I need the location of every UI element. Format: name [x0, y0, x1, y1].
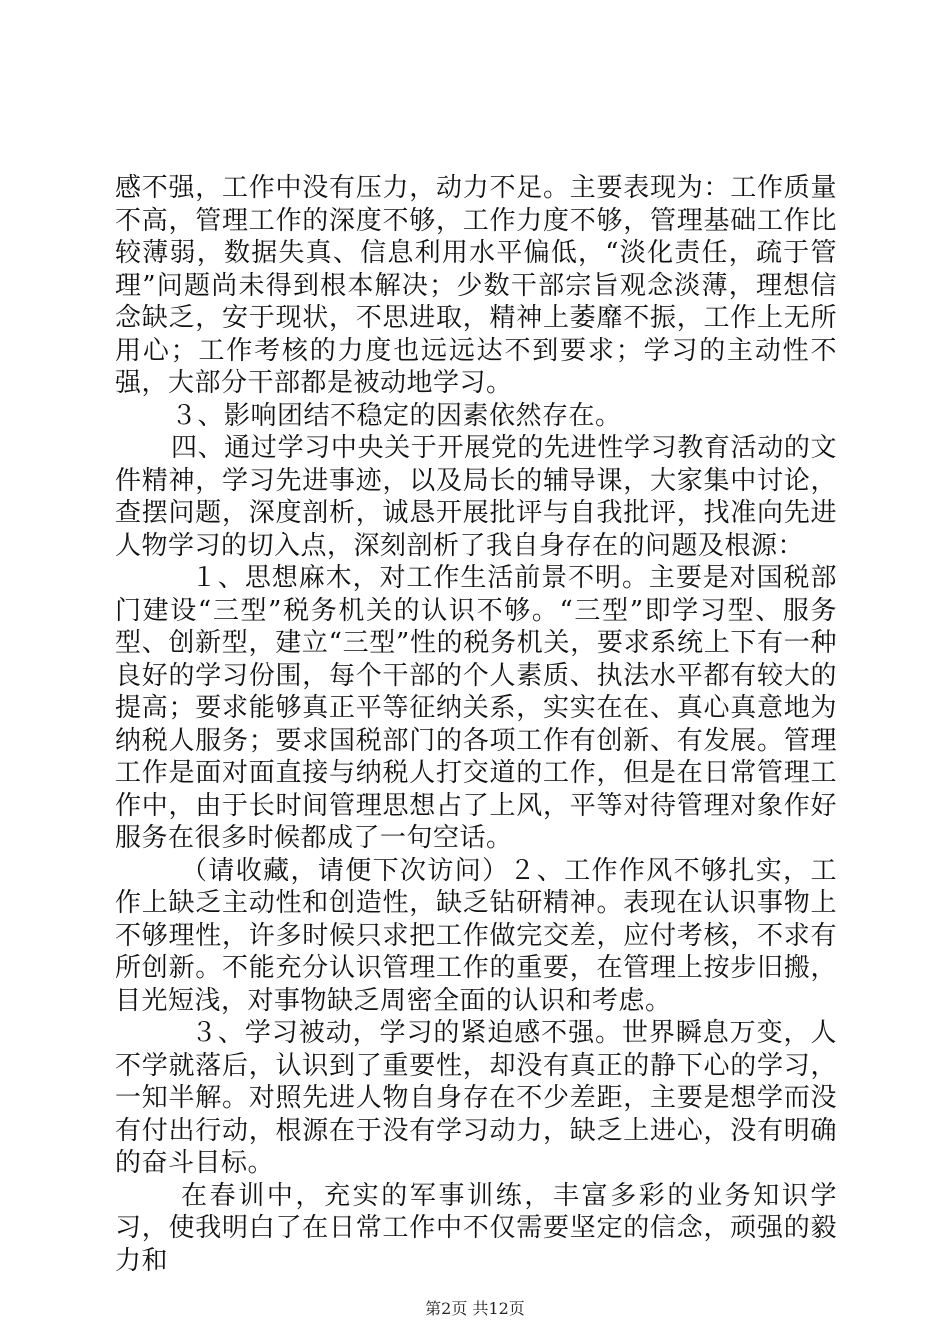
paragraph-spring-training: 在春训中，充实的军事训练，丰富多彩的业务知识学习，使我明白了在日常工作中不仅需要坚定的信念，顽强的毅力和: [115, 1180, 837, 1276]
paragraph-continued: 感不强，工作中没有压力，动力不足。主要表现为：工作质量不高，管理工作的深度不够，工作力度不够，管理基础工作比较薄弱，数据失真、信息利用水平偏低，“淡化责任，疏于管理”问题尚未得到根本解决；少数干部宗旨观念淡薄，理想信念缺乏，安于现状，不思进取，精神上萎靡不振，工作上无所用心；工作考核的力度也远远达不到要求；学习的主动性不强，大部分干部都是被动地学习。: [115, 173, 837, 398]
paragraph-item-3-unity: ３、影响团结不稳定的因素依然存在。: [171, 400, 622, 431]
paragraph-item-3-learning: ３、学习被动，学习的紧迫感不强。世界瞬息万变，人不学就落后，认识到了重要性，却没有真正的静下心的学习，一知半解。对照先进人物自身存在不少差距，主要是想学而没有付出行动，根源在于没有学习动力，缺乏上进心，没有明确的奋斗目标。: [115, 1018, 837, 1178]
paragraph-item-2-work-style: （请收藏，请便下次访问）２、工作作风不够扎实，工作上缺乏主动性和创造性，缺乏钻研精神。表现在认识事物上不够理性，许多时候只求把工作做完交差，应付考核，不求有所创新。不能充分认识管理工作的重要，在管理上按步旧搬，目光短浅，对事物缺乏周密全面的认识和考虑。: [115, 855, 837, 1016]
document-body: [115, 172, 837, 1277]
paragraph-section-4: 四、通过学习中央关于开展党的先进性学习教育活动的文件精神，学习先进事迹，以及局长的辅导课，大家集中讨论，查摆问题，深度剖析，诚恳开展批评与自我批评，找准向先进人物学习的切入点，深刻剖析了我自身存在的问题及根源：: [115, 433, 837, 561]
paragraph-item-1-thinking: １、思想麻木，对工作生活前景不明。主要是对国税部门建设“三型”税务机关的认识不够。“三型”即学习型、服务型、创新型，建立“三型”性的税务机关，要求系统上下有一种良好的学习份围，每个干部的个人素质、执法水平都有较大的提高；要求能够真正平等征纳关系，实实在在、真心真意地为纳税人服务；要求国税部门的各项工作有创新、有发展。管理工作是面对面直接与纳税人打交道的工作，但是在日常管理工作中，由于长时间管理思想占了上风，平等对待管理对象作好服务在很多时候都成了一句空话。: [115, 563, 837, 853]
page-number-footer: 第2页 共12页: [425, 1299, 525, 1318]
